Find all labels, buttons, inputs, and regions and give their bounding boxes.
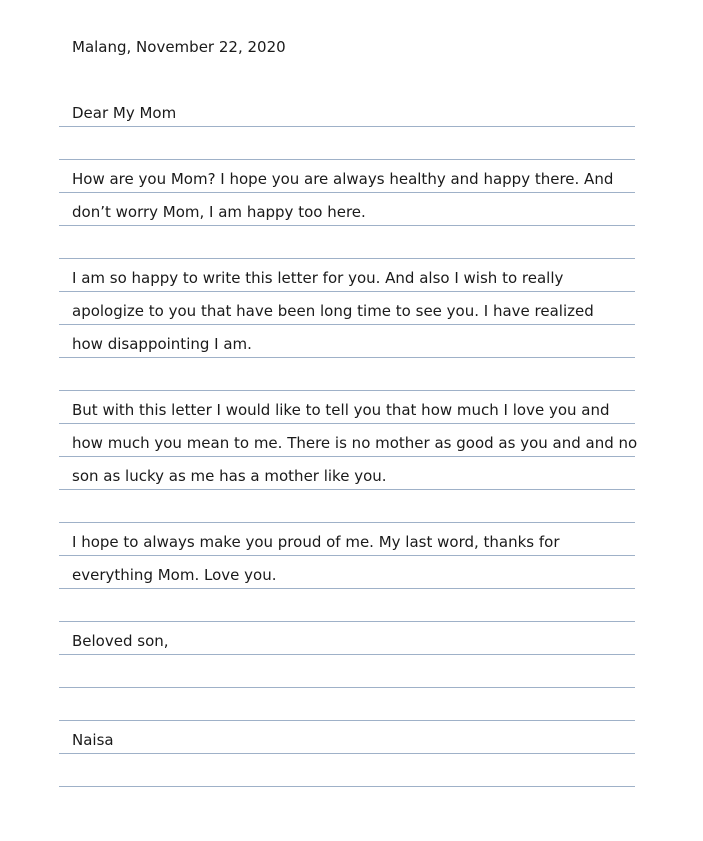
ruled-line [59, 457, 635, 490]
salutation: Dear My Mom [72, 104, 177, 122]
letter-line: son as lucky as me has a mother like you. [72, 467, 387, 485]
ruled-line [59, 490, 635, 523]
ruled-line [59, 292, 635, 325]
letter-line: everything Mom. Love you. [72, 566, 277, 584]
ruled-line [59, 424, 638, 457]
letter-line: I hope to always make you proud of me. My last word, thanks for [72, 533, 560, 551]
signature-name: Naisa [72, 731, 114, 749]
ruled-line [59, 589, 635, 622]
letter-date: Malang, November 22, 2020 [72, 38, 286, 56]
ruled-line [59, 358, 635, 391]
ruled-line [59, 226, 635, 259]
ruled-line [59, 523, 635, 556]
ruled-line [59, 259, 635, 292]
letter-line: But with this letter I would like to tell you that how much I love you and [72, 401, 610, 419]
letter-line: apologize to you that have been long time to see you. I have realized [72, 302, 594, 320]
letter-line: I am so happy to write this letter for you. And also I wish to really [72, 269, 564, 287]
ruled-line [59, 94, 635, 127]
ruled-line [59, 556, 635, 589]
letter-line: how much you mean to me. There is no mother as good as you and and no [72, 434, 638, 452]
ruled-line [59, 655, 635, 688]
ruled-line [59, 688, 635, 721]
closing: Beloved son, [72, 632, 169, 650]
ruled-line [59, 325, 635, 358]
ruled-line [59, 721, 635, 754]
ruled-line [59, 160, 635, 193]
ruled-line [59, 391, 635, 424]
ruled-line [59, 622, 635, 655]
letter-line: how disappointing I am. [72, 335, 252, 353]
letter-line: don’t worry Mom, I am happy too here. [72, 203, 366, 221]
ruled-line [59, 754, 635, 787]
ruled-line [59, 127, 635, 160]
letter-line: How are you Mom? I hope you are always healthy and happy there. And [72, 170, 614, 188]
ruled-line [59, 193, 635, 226]
